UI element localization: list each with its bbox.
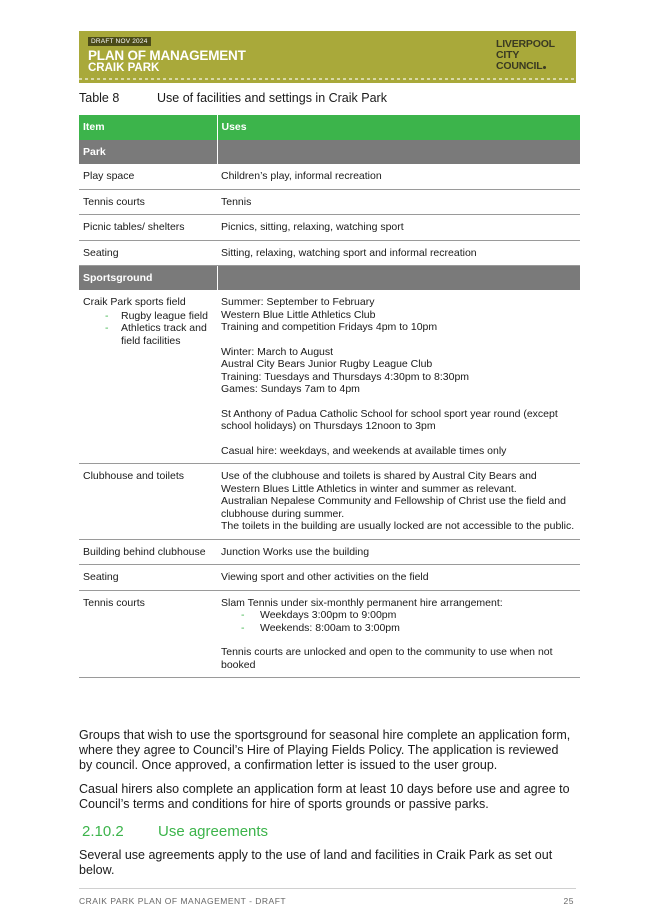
- text-line: Slam Tennis under six-monthly permanent hire arrangement:: [221, 596, 503, 609]
- list-item: - Weekdays 3:00pm to 9:00pm: [221, 609, 576, 622]
- text-line: Western Blue Little Athletics Club: [221, 308, 376, 321]
- table-number: Table 8: [79, 91, 120, 105]
- footer: [79, 896, 576, 906]
- section-row-park: [79, 140, 580, 164]
- row-uses: Viewing sport and other activities on the field: [217, 565, 580, 591]
- row-item: Seating: [79, 565, 217, 591]
- row-uses: [217, 290, 580, 464]
- section-park-label: Park: [79, 140, 217, 164]
- footer-rule: [79, 888, 576, 889]
- text-line: Training and competition Fridays 4pm to 10pm: [221, 321, 438, 333]
- banner-subtitle: CRAIK PARK: [88, 62, 160, 74]
- banner-dotted-rule: [79, 78, 576, 80]
- table-header-row: [79, 115, 580, 140]
- table-caption: [79, 91, 387, 105]
- row-item: [79, 290, 217, 464]
- header-banner: [79, 31, 576, 83]
- row-item: Building behind clubhouse: [79, 539, 217, 565]
- text-line: Australian Nepalese Community and Fellowship of Christ use the field and clubhouse during summer.: [221, 495, 566, 520]
- tennis-hours-list: [221, 609, 576, 634]
- logo-line-3: COUNCIL: [496, 61, 568, 72]
- subitem: - Rugby league field: [93, 310, 213, 323]
- logo-line-2: CITY: [496, 49, 520, 61]
- logo-line-1: LIVERPOOL: [496, 38, 555, 50]
- sports-field-subitems: [83, 310, 213, 348]
- row-uses: [217, 590, 580, 678]
- table-row: [79, 215, 580, 241]
- paragraph-seasonal-hire: Groups that wish to use the sportsground for seasonal hire complete an application form, where they agree to Council’s Hire of Playing Fields Policy. The application is reviewed by council. Once approved, a confirmation letter is issued to the user group.: [79, 728, 571, 772]
- text-line: Summer: September to February: [221, 296, 375, 308]
- row-item: Seating: [79, 240, 217, 266]
- row-uses: Sitting, relaxing, watching sport and informal recreation: [217, 240, 580, 266]
- header-uses: Uses: [217, 115, 580, 140]
- table-row: [79, 164, 580, 189]
- row-uses: Junction Works use the building: [217, 539, 580, 565]
- list-item: - Weekends: 8:00am to 3:00pm: [221, 622, 576, 635]
- row-item: Tennis courts: [79, 189, 217, 215]
- row-uses: Picnics, sitting, relaxing, watching sport: [217, 215, 580, 241]
- table-row: [79, 189, 580, 215]
- section-sportsground-label: Sportsground: [79, 266, 217, 291]
- section-row-sportsground: [79, 266, 580, 291]
- paragraph-casual-hire: Casual hirers also complete an application form at least 10 days before use and agree to Council’s terms and conditions for hire of sports grounds or passive parks.: [79, 782, 570, 811]
- table-title: Use of facilities and settings in Craik Park: [157, 91, 387, 105]
- council-logo: [496, 39, 568, 72]
- banner-title: PLAN OF MANAGEMENT: [88, 48, 246, 63]
- row-uses: Children’s play, informal recreation: [217, 164, 580, 189]
- row-item: Play space: [79, 164, 217, 189]
- paragraph-use-agreements: Several use agreements apply to the use of land and facilities in Craik Park as set out below.: [79, 848, 553, 877]
- header-item: Item: [79, 115, 217, 140]
- text-line: Training: Tuesdays and Thursdays 4:30pm to 8:30pm: [221, 370, 470, 383]
- row-item: Clubhouse and toilets: [79, 464, 217, 540]
- subitem: - Athletics track and field facilities: [93, 322, 213, 347]
- table-row: [79, 464, 580, 540]
- section-heading: [82, 823, 268, 840]
- row-uses: Tennis: [217, 189, 580, 215]
- row-uses: [217, 464, 580, 540]
- text-line: St Anthony of Padua Catholic School for school sport year round (except school holidays) on Thursdays 12noon to 3pm: [221, 407, 558, 432]
- text-line: Austral City Bears Junior Rugby League Club: [221, 358, 433, 370]
- sports-field-label: Craik Park sports field: [83, 296, 186, 308]
- table-row: [79, 290, 580, 464]
- section-number: 2.10.2: [82, 823, 124, 840]
- section-title: Use agreements: [158, 823, 269, 840]
- draft-label: DRAFT NOV 2024: [88, 37, 151, 46]
- text-line: Tennis courts are unlocked and open to the community to use when not booked: [221, 646, 553, 671]
- row-item: Picnic tables/ shelters: [79, 215, 217, 241]
- text-line: Casual hire: weekdays, and weekends at available times only: [221, 444, 507, 457]
- text-line: The toilets in the building are usually locked are not accessible to the public.: [221, 520, 575, 532]
- footer-title: CRAIK PARK PLAN OF MANAGEMENT - DRAFT: [79, 896, 287, 906]
- text-line: Use of the clubhouse and toilets is shared by Austral City Bears and Western Blues Little Athletics in winter and summer as relevant.: [221, 470, 537, 495]
- text-line: Winter: March to August: [221, 345, 334, 358]
- page-number: 25: [563, 896, 574, 906]
- facilities-table: [79, 115, 580, 678]
- table-row: [79, 240, 580, 266]
- table-row: [79, 539, 580, 565]
- row-item: Tennis courts: [79, 590, 217, 678]
- text-line: Games: Sundays 7am to 4pm: [221, 383, 360, 395]
- table-row: [79, 565, 580, 591]
- table-row: [79, 590, 580, 678]
